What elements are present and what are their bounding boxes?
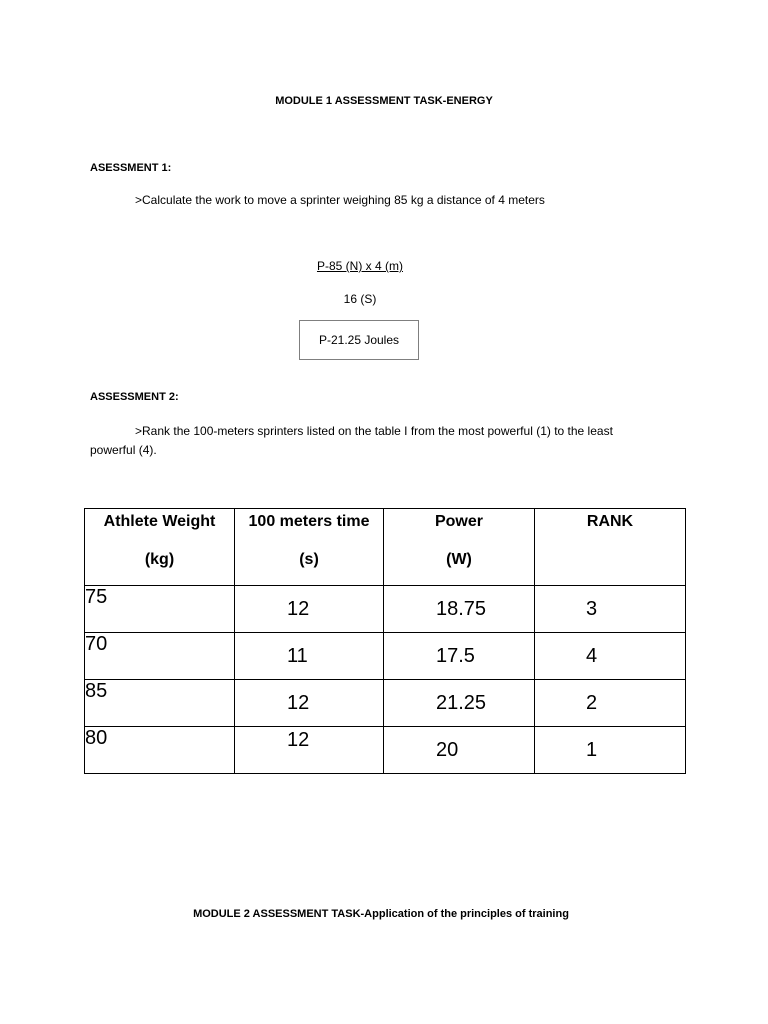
answer-box [299, 320, 419, 360]
cell-power-value: 18.75 [436, 598, 487, 620]
cell-weight: 70 [85, 633, 235, 680]
table-row [85, 586, 686, 633]
assessment2-question-line2: powerful (4). [90, 443, 157, 457]
cell-rank [535, 680, 686, 727]
cell-time [235, 633, 384, 680]
header-time-unit: (s) [299, 551, 319, 568]
module2-title: MODULE 2 ASSESSMENT TASK-Application of the principles of training [193, 908, 569, 920]
formula-denominator: 16 (S) [343, 292, 377, 306]
cell-time [235, 727, 384, 774]
cell-time [235, 586, 384, 633]
cell-power-value: 17.5 [436, 645, 475, 667]
cell-time-value: 12 [287, 598, 310, 620]
header-rank-label: RANK [586, 513, 634, 530]
sprinter-power-table [84, 508, 686, 774]
cell-power [384, 727, 535, 774]
cell-rank-value: 1 [586, 739, 598, 761]
header-athlete-weight-unit: (kg) [144, 551, 175, 568]
header-time [235, 509, 384, 586]
module1-title: MODULE 1 ASSESSMENT TASK-ENERGY [275, 95, 493, 107]
header-power-label: Power [434, 513, 483, 530]
cell-power [384, 680, 535, 727]
assessment1-heading: ASESSMENT 1: [90, 162, 172, 174]
header-power-unit: (W) [446, 551, 472, 568]
header-time-label: 100 meters time [248, 513, 370, 530]
cell-weight: 75 [85, 586, 235, 633]
table-row [85, 680, 686, 727]
cell-time-value: 11 [287, 645, 308, 667]
cell-weight: 80 [85, 727, 235, 774]
cell-power-value: 21.25 [436, 692, 487, 714]
cell-weight: 85 [85, 680, 235, 727]
cell-rank-value: 2 [586, 692, 598, 714]
cell-rank [535, 633, 686, 680]
header-athlete-weight [85, 509, 235, 586]
cell-power [384, 586, 535, 633]
assessment2-heading: ASSESSMENT 2: [90, 391, 179, 403]
cell-time [235, 680, 384, 727]
table-header-row [85, 509, 686, 586]
cell-time-value: 12 [287, 692, 310, 714]
assessment2-question-line1: >Rank the 100-meters sprinters listed on the table I from the most powerful (1) to the least [135, 424, 613, 438]
cell-time-value: 12 [287, 729, 310, 751]
cell-rank [535, 727, 686, 774]
header-power [384, 509, 535, 586]
assessment1-question: >Calculate the work to move a sprinter weighing 85 kg a distance of 4 meters [135, 193, 545, 207]
cell-rank-value: 4 [586, 645, 598, 667]
cell-power-value: 20 [436, 739, 459, 761]
cell-rank-value: 3 [586, 598, 598, 620]
formula-numerator: P-85 (N) x 4 (m) [316, 259, 403, 273]
header-rank [535, 509, 686, 586]
header-athlete-weight-label: Athlete Weight [103, 513, 216, 530]
cell-power [384, 633, 535, 680]
cell-rank [535, 586, 686, 633]
table-row [85, 633, 686, 680]
table-row [85, 727, 686, 774]
answer-text: P-21.25 Joules [318, 333, 400, 347]
